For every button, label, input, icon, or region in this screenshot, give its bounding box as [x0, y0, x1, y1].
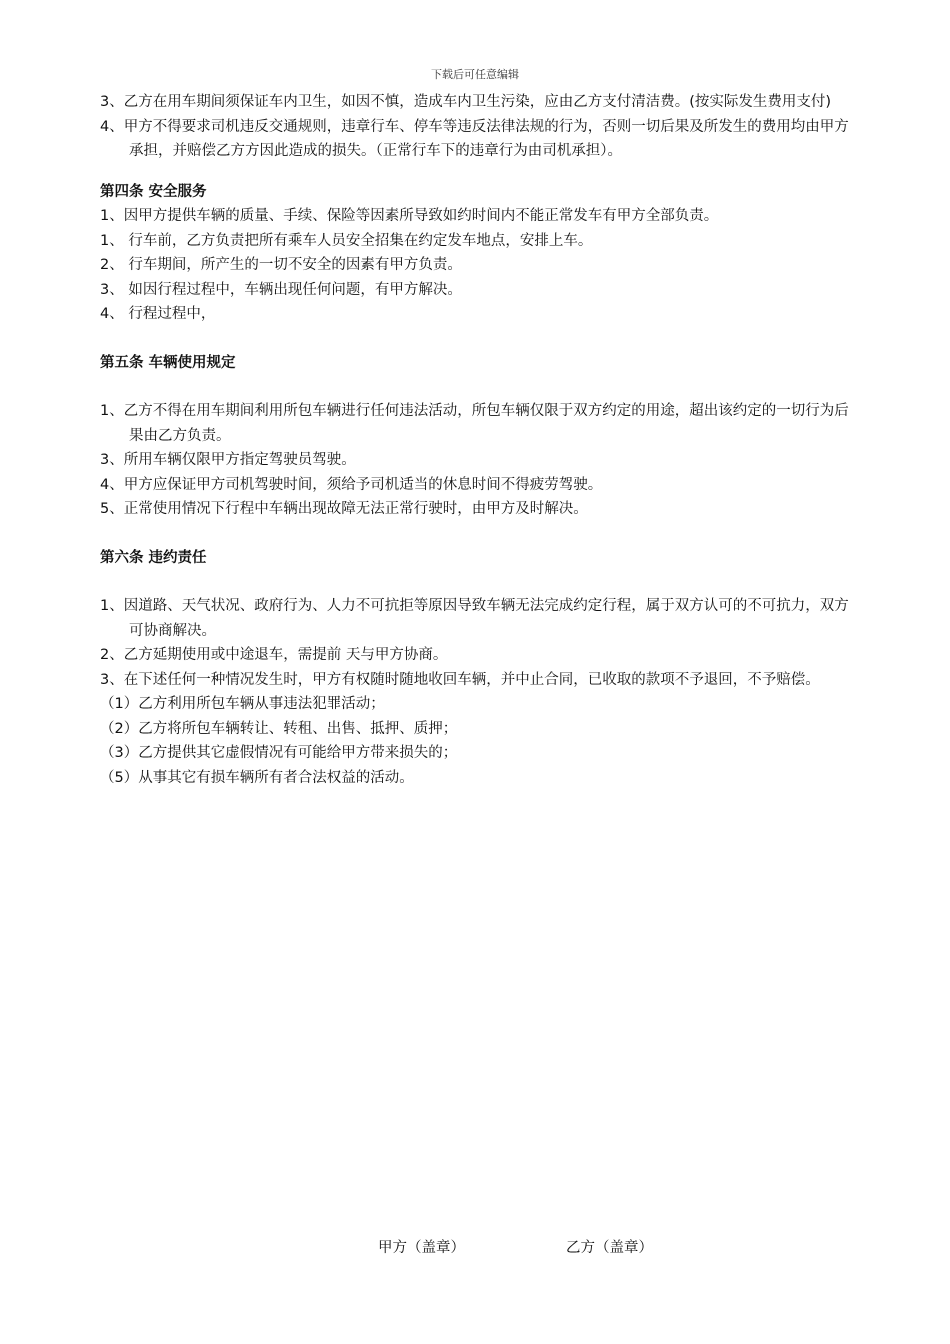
contract-body — [100, 90, 860, 790]
liability-sub-item: （1）乙方利用所包车辆从事违法犯罪活动； — [100, 696, 385, 712]
usage-item: 5、正常使用情况下行程中车辆出现故障无法正常行驶时，由甲方及时解决。 — [100, 501, 588, 517]
safety-item: 1、 行车前，乙方负责把所有乘车人员安全招集在约定发车地点，安排上车。 — [100, 232, 593, 249]
signature-block — [378, 1236, 653, 1260]
section-title-breach-liability: 第六条 违约责任 — [100, 549, 207, 566]
usage-item: 1、乙方不得在用车期间利用所包车辆进行任何违法活动，所包车辆仅限于双方约定的用途，超出该约定的一切行为后果由乙方负责。 — [100, 403, 849, 444]
liability-sub-item: （2）乙方将所包车辆转让、转租、出售、抵押、质押； — [100, 720, 458, 737]
clause-3-hygiene: 3、乙方在用车期间须保证车内卫生，如因不慎，造成车内卫生污染，应由乙方支付清洁费。(按实际发生费用支付) — [100, 94, 832, 110]
section-title-vehicle-usage: 第五条 车辆使用规定 — [100, 354, 236, 371]
liability-item: 3、在下述任何一种情况发生时，甲方有权随时随地收回车辆，并中止合同，已收取的款项不予退回，不予赔偿。 — [100, 671, 820, 688]
liability-sub-item: （5）从事其它有损车辆所有者合法权益的活动。 — [100, 769, 414, 786]
page-header-note: 下载后可任意编辑 — [431, 68, 519, 81]
usage-item: 3、所用车辆仅限甲方指定驾驶员驾驶。 — [100, 452, 356, 468]
safety-item: 1、因甲方提供车辆的质量、手续、保险等因素所导致如约时间内不能正常发车有甲方全部负责。 — [100, 208, 719, 224]
liability-item: 1、因道路、天气状况、政府行为、人力不可抗拒等原因导致车辆无法完成约定行程，属于双方认可的不可抗力，双方可协商解决。 — [100, 598, 849, 639]
party-a-seal-label: 甲方（盖章） — [378, 1240, 465, 1256]
liability-sub-item: （3）乙方提供其它虚假情况有可能给甲方带来损失的； — [100, 745, 458, 761]
safety-item: 3、 如因行程过程中，车辆出现任何问题，有甲方解决。 — [100, 281, 462, 298]
safety-item: 4、 行程过程中， — [100, 306, 216, 322]
liability-item: 2、乙方延期使用或中途退车，需提前 天与甲方协商。 — [100, 647, 448, 663]
usage-item: 4、甲方应保证甲方司机驾驶时间，须给予司机适当的休息时间不得疲劳驾驶。 — [100, 476, 603, 493]
section-title-safety-service: 第四条 安全服务 — [100, 183, 207, 200]
safety-item: 2、 行车期间，所产生的一切不安全的因素有甲方负责。 — [100, 257, 462, 273]
clause-4-traffic-rules: 4、甲方不得要求司机违反交通规则，违章行车、停车等违反法律法规的行为，否则一切后果及所发生的费用均由甲方承担，并赔偿乙方方因此造成的损失。（正常行车下的违章行为由司机承担）。 — [100, 118, 849, 159]
party-b-seal-label: 乙方（盖章） — [566, 1240, 653, 1256]
